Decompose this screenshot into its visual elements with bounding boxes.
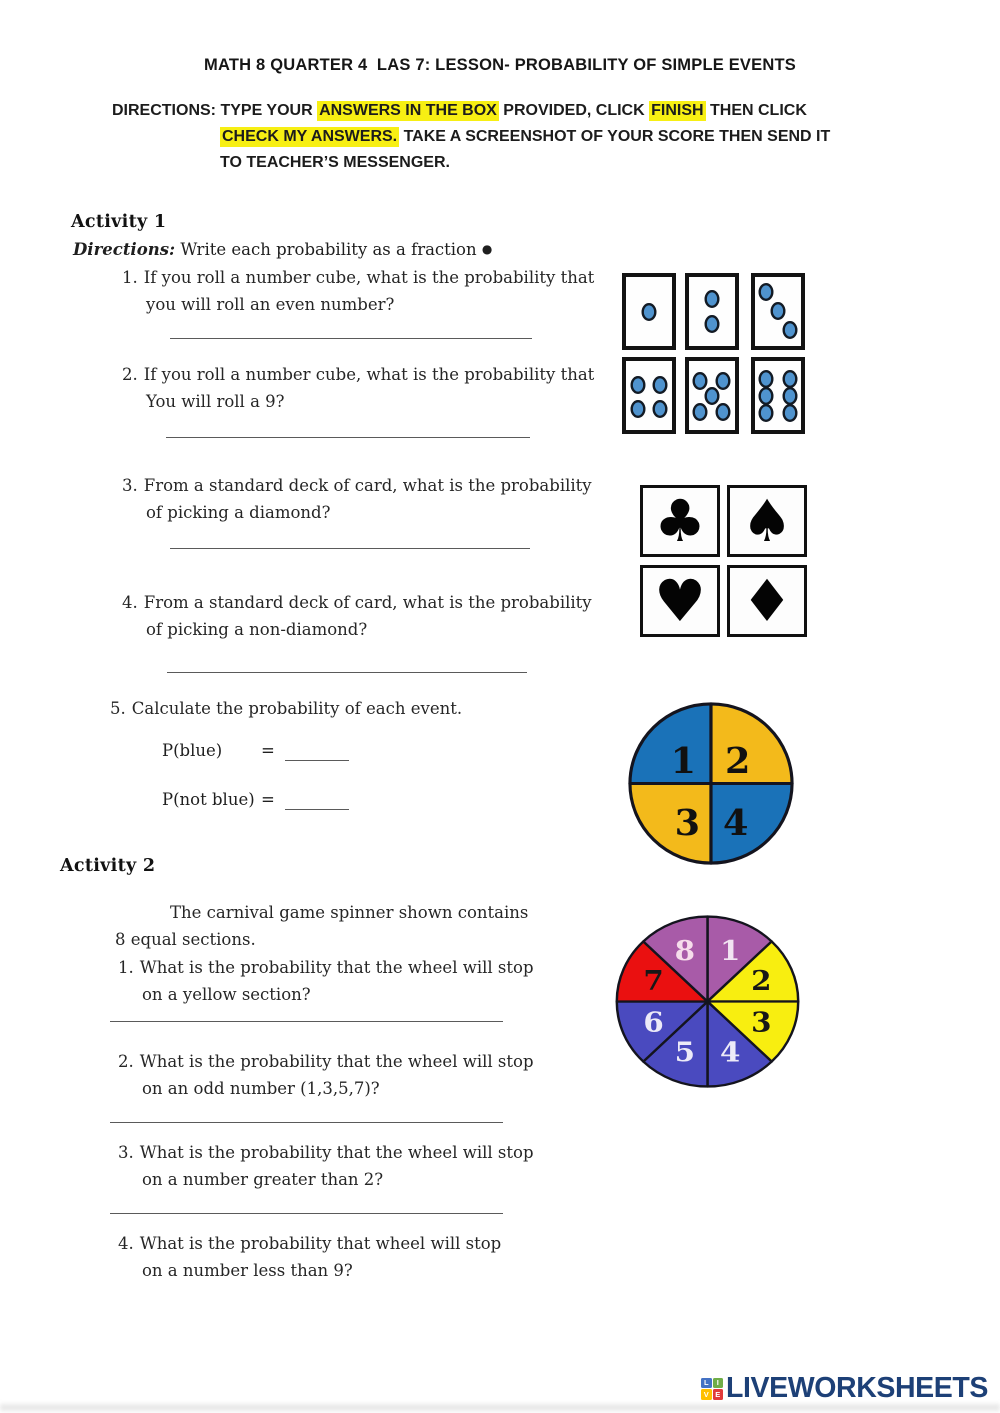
directions-label: DIRECTIONS: [112, 102, 211, 119]
a2-question-4: 4. What is the probability that wheel will stop on a number less than 9?: [118, 1234, 502, 1280]
spinner2-label-8: 8: [674, 933, 696, 967]
spinner2-label-5: 5: [674, 1035, 696, 1069]
a2-intro-line-2: 8 equal sections.: [115, 930, 256, 949]
activity1-directions: Directions: Write each probability as a fraction ●: [73, 240, 493, 259]
directions-line-3: TO TEACHER’S MESSENGER.: [220, 154, 450, 171]
highlight-answers-in-the-box: ANSWERS IN THE BOX: [319, 102, 497, 119]
card-diamond: [727, 565, 807, 637]
spinner1-section-2: [711, 704, 792, 784]
bullet-icon: ●: [481, 242, 493, 256]
directions-line-1: DIRECTIONS: TYPE YOUR ANSWERS IN THE BOX PROVIDED, CLICK FINISH THEN CLICK: [112, 102, 807, 119]
p-not-blue-label: P(not blue): [162, 790, 255, 809]
a2-question-2: 2. What is the probability that the wheel will stop on an odd number (1,3,5,7)?: [118, 1052, 534, 1098]
spinner1-label-3: 3: [674, 801, 700, 844]
a1-answer-line-1[interactable]: [170, 338, 532, 339]
spade-suit-icon: ♠: [741, 487, 793, 555]
a2-intro-line-1: The carnival game spinner shown contains: [170, 903, 529, 922]
carnival-spinner: [613, 913, 802, 1090]
a1-answer-line-4[interactable]: [167, 672, 527, 673]
spinner2-label-2: 2: [751, 963, 772, 997]
a2-answer-line-2[interactable]: [110, 1122, 503, 1123]
spinner2-label-1: 1: [719, 933, 741, 967]
p-not-blue-equals: =: [261, 790, 275, 809]
diamond-suit-icon: ♦: [741, 567, 793, 635]
highlight-check-my-answers: CHECK MY ANSWERS.: [222, 128, 398, 145]
card-club: [640, 485, 720, 557]
die-4: [622, 357, 676, 434]
die-1: [622, 273, 676, 350]
a1-question-1: 1. If you roll a number cube, what is the probability that you will roll an even number?: [122, 268, 595, 314]
page-title: MATH 8 QUARTER 4 LAS 7: LESSON- PROBABILITY OF SIMPLE EVENTS: [204, 56, 796, 74]
a2-question-1: 1. What is the probability that the wheel will stop on a yellow section?: [118, 958, 534, 1004]
activity2-heading: Activity 2: [60, 856, 156, 876]
club-suit-icon: ♣: [654, 487, 706, 555]
liveworksheets-logo-text: LIVEWORKSHEETS: [726, 1372, 989, 1404]
die-6: [751, 357, 805, 434]
a2-answer-line-1[interactable]: [110, 1021, 503, 1022]
spinner2-label-7: 7: [643, 963, 664, 997]
a1-answer-line-2[interactable]: [166, 437, 530, 438]
a1-question-5: 5. Calculate the probability of each event.: [110, 699, 463, 718]
spinner2-label-4: 4: [719, 1035, 741, 1069]
a1-answer-line-3[interactable]: [170, 548, 530, 549]
four-section-spinner: [627, 701, 795, 866]
die-3: [751, 273, 805, 350]
a1-question-2: 2. If you roll a number cube, what is the probability that You will roll a 9?: [122, 365, 595, 411]
spinner1-label-1: 1: [670, 739, 697, 782]
a1-question-3: 3. From a standard deck of card, what is the probability of picking a diamond?: [122, 476, 592, 522]
spinner2-label-3: 3: [751, 1005, 772, 1039]
a2-question-3: 3. What is the probability that the wheel will stop on a number greater than 2?: [118, 1143, 534, 1189]
liveworksheets-logo-icon: L I V E: [701, 1378, 723, 1400]
die-2: [685, 273, 739, 350]
card-spade: [727, 485, 807, 557]
spinner1-label-4: 4: [722, 801, 749, 844]
heart-suit-icon: ♥: [654, 567, 706, 635]
spinner1-label-2: 2: [724, 739, 751, 782]
a2-answer-line-3[interactable]: [110, 1213, 503, 1214]
p-not-blue-answer-line[interactable]: [285, 809, 349, 810]
spinner2-label-6: 6: [643, 1005, 664, 1039]
a1-question-4: 4. From a standard deck of card, what is the probability of picking a non-diamond?: [122, 593, 592, 639]
liveworksheets-logo[interactable]: [701, 1372, 988, 1405]
card-heart: [640, 565, 720, 637]
directions-line-2: CHECK MY ANSWERS. TAKE A SCREENSHOT OF YOUR SCORE THEN SEND IT: [222, 128, 831, 145]
highlight-finish: FINISH: [651, 102, 704, 119]
scan-artifact: [0, 1404, 1000, 1411]
p-blue-equals: =: [261, 741, 275, 760]
activity1-heading: Activity 1: [71, 212, 167, 232]
p-blue-answer-line[interactable]: [285, 760, 349, 761]
die-5: [685, 357, 739, 434]
p-blue-label: P(blue): [162, 741, 223, 760]
